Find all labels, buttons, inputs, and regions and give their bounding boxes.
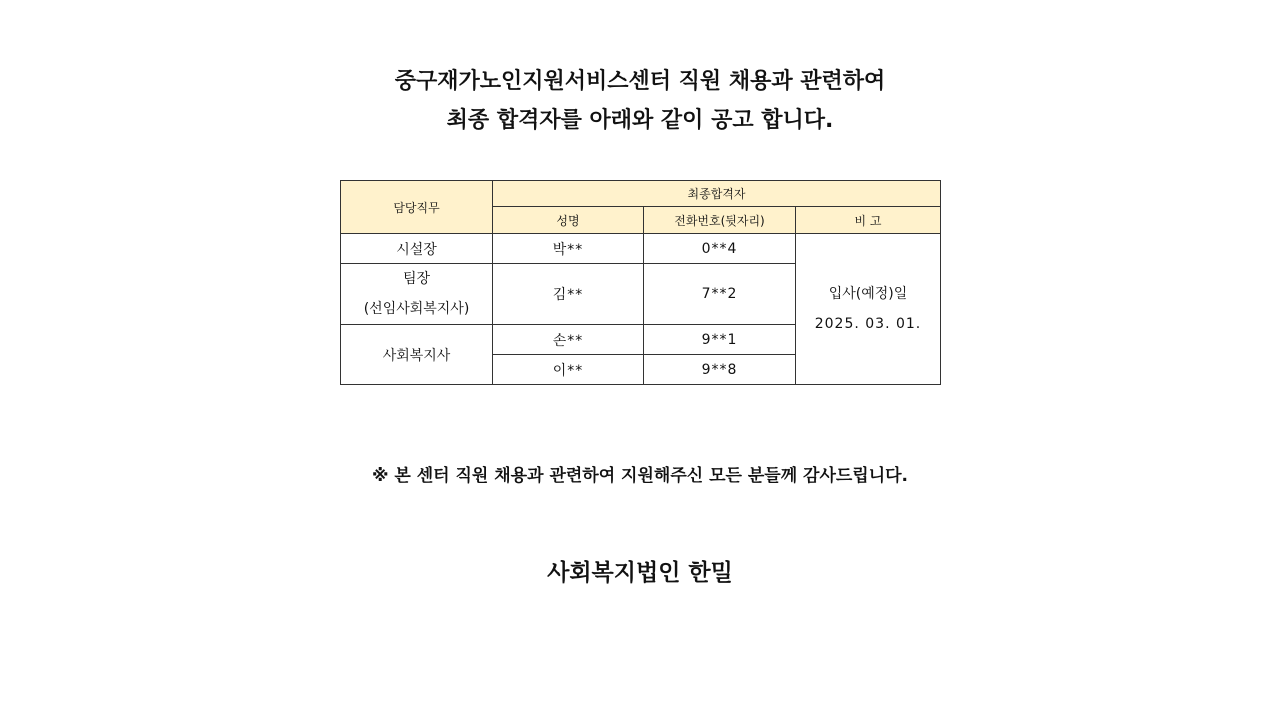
phone-cell: 7**2 [644,264,796,325]
name-cell: 박** [493,234,644,264]
phone-cell: 9**8 [644,355,796,385]
duty-title: 팀장 [402,271,431,287]
duty-subtitle: (선임사회복지사) [363,301,470,317]
thank-you-note: ※ 본 센터 직원 채용과 관련하여 지원해주신 모든 분들께 감사드립니다. [371,466,909,486]
name-cell: 손** [493,325,644,355]
organization-name: 사회복지법인 한밀 [547,560,733,586]
duty-cell [341,264,493,325]
duty-cell: 사회복지사 [341,325,493,385]
header-final-candidates: 최종합격자 [493,181,941,207]
header-name: 성명 [493,207,644,234]
final-candidates-table [340,180,941,385]
remarks-start-label: 입사(예정)일 [828,286,908,302]
notice-title-line-2: 최종 합격자를 아래와 같이 공고 합니다. [446,108,834,133]
remarks-cell [796,234,941,385]
phone-cell: 9**1 [644,325,796,355]
name-cell: 김** [493,264,644,325]
header-remarks: 비 고 [796,207,941,234]
header-phone: 전화번호(뒷자리) [644,207,796,234]
duty-cell: 시설장 [341,234,493,264]
remarks-start-date: 2025. 03. 01. [814,316,922,332]
table-row [341,234,941,264]
name-cell: 이** [493,355,644,385]
phone-cell: 0**4 [644,234,796,264]
header-duty: 담당직무 [341,181,493,234]
notice-title-line-1: 중구재가노인지원서비스센터 직원 채용과 관련하여 [394,69,886,94]
